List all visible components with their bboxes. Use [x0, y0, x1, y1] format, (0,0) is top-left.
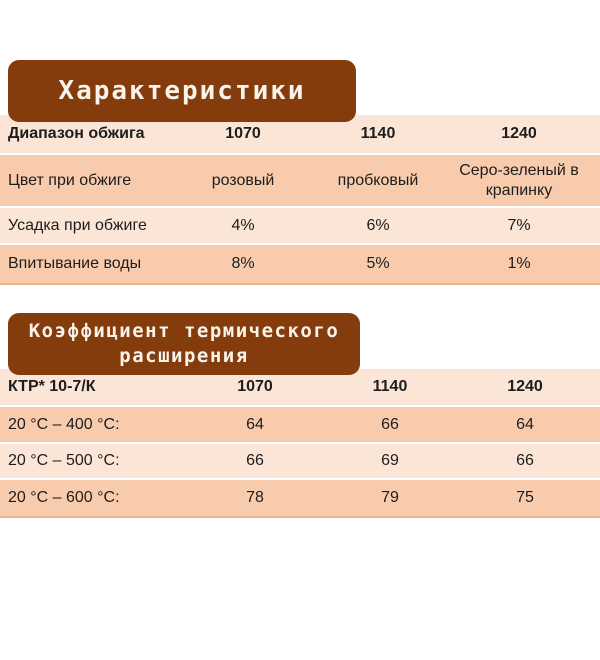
table-row [0, 444, 600, 478]
table-row [0, 407, 600, 442]
cell-value: пробковый [337, 171, 419, 189]
characteristics-table [0, 115, 600, 285]
cell-value: 69 [381, 452, 399, 469]
table-row [0, 208, 600, 243]
cell-value: 4% [231, 216, 255, 234]
cell-value: 64 [516, 415, 534, 433]
cell-value: Серо-зеленый в крапинку [459, 161, 579, 199]
cell-value: 5% [366, 255, 390, 272]
thermal-expansion-table [0, 369, 600, 518]
column-header-1140: 1140 [360, 125, 396, 142]
row-label: 20 °C – 400 °C: [8, 415, 120, 433]
column-header-1140: 1140 [372, 378, 408, 395]
column-header-1070: 1070 [237, 378, 273, 395]
row-label: Цвет при обжиге [8, 171, 132, 189]
cell-value: 66 [516, 452, 534, 469]
row-label: Диапазон обжига [8, 125, 145, 142]
section-title: Коэффициент термического расширения [28, 320, 340, 367]
cell-value: 79 [381, 489, 399, 506]
cell-value: 66 [381, 415, 399, 433]
table-row [0, 245, 600, 285]
row-label: 20 °C – 500 °C: [8, 452, 120, 469]
table-row [0, 480, 600, 518]
cell-value: 7% [507, 216, 531, 234]
cell-value: 75 [516, 489, 534, 506]
section-banner-thermal-expansion [8, 313, 360, 375]
row-label: КТР* 10-7/К [8, 378, 96, 395]
row-label: 20 °C – 600 °C: [8, 489, 120, 506]
section-title: Характеристики [58, 76, 306, 106]
row-label: Впитывание воды [8, 255, 142, 272]
table-row [0, 155, 600, 206]
section-banner-characteristics [8, 60, 356, 122]
column-header-1070: 1070 [225, 125, 261, 142]
cell-value: 78 [246, 489, 264, 506]
cell-value: 6% [366, 216, 390, 234]
page [0, 60, 600, 518]
cell-value: 66 [246, 452, 264, 469]
column-header-1240: 1240 [501, 125, 537, 142]
cell-value: розовый [211, 171, 275, 189]
cell-value: 64 [246, 415, 264, 433]
cell-value: 1% [507, 255, 531, 272]
row-label: Усадка при обжиге [8, 216, 147, 234]
column-header-1240: 1240 [507, 378, 543, 395]
cell-value: 8% [231, 255, 255, 272]
